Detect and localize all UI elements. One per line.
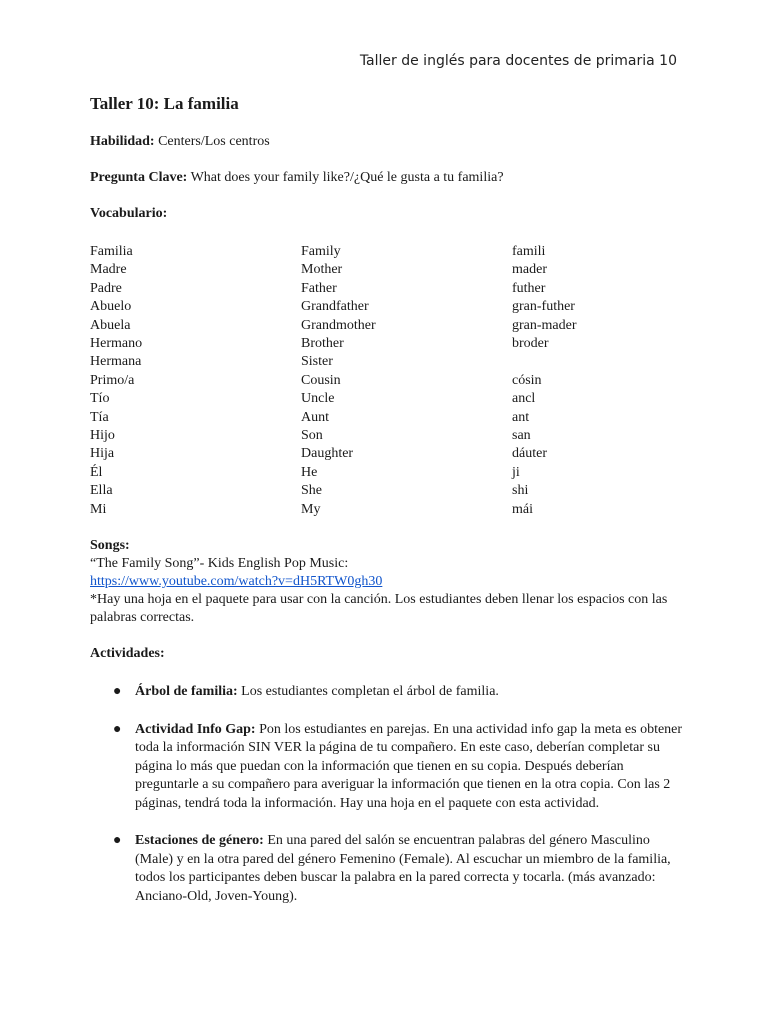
vocab-pronunciation: famili bbox=[512, 244, 546, 259]
song-title: “The Family Song”- Kids English Pop Music: bbox=[90, 556, 349, 572]
vocab-pronunciation: gran-futher bbox=[512, 299, 575, 315]
vocab-english: Sister bbox=[301, 354, 333, 370]
pregunta-label: Pregunta Clave: bbox=[90, 170, 188, 185]
vocabulario-heading bbox=[90, 205, 690, 223]
bullet-icon: ● bbox=[113, 833, 122, 849]
vocab-spanish: Abuelo bbox=[90, 299, 132, 315]
vocab-pronunciation: ancl bbox=[512, 391, 536, 407]
vocab-pronunciation: ji bbox=[512, 464, 520, 480]
vocab-spanish: Él bbox=[90, 464, 103, 480]
vocab-english: Daughter bbox=[301, 446, 354, 462]
list-item bbox=[90, 683, 690, 702]
vocab-spanish: Familia bbox=[90, 244, 133, 259]
list-item bbox=[90, 832, 690, 906]
page-header: Taller de inglés para docentes de primaria 10 bbox=[359, 53, 677, 69]
table-row bbox=[90, 243, 690, 261]
vocab-table bbox=[90, 243, 690, 519]
songs-label: Songs: bbox=[90, 538, 130, 554]
pregunta-text: What does your family like?/¿Qué le gusta a tu familia? bbox=[187, 170, 504, 185]
vocab-pronunciation: gran-mader bbox=[512, 317, 577, 333]
vocab-pronunciation: san bbox=[512, 428, 531, 444]
vocab-spanish: Padre bbox=[90, 280, 122, 296]
vocab-pronunciation: dáuter bbox=[512, 446, 547, 462]
activity-label: Estaciones de género: bbox=[135, 833, 264, 849]
table-row bbox=[90, 390, 690, 408]
vocab-english: He bbox=[301, 464, 318, 480]
songs-heading bbox=[90, 537, 690, 555]
vocab-spanish: Hija bbox=[90, 446, 115, 462]
page-title: Taller 10: La familia bbox=[90, 94, 239, 113]
habilidad-label: Habilidad: bbox=[90, 134, 155, 149]
vocab-pronunciation: shi bbox=[512, 483, 529, 499]
vocab-english: Father bbox=[301, 280, 337, 296]
table-row bbox=[90, 372, 690, 390]
actividades-label: Actividades: bbox=[90, 646, 165, 662]
list-item bbox=[90, 721, 690, 814]
vocab-spanish: Primo/a bbox=[90, 372, 135, 388]
vocab-english: Cousin bbox=[301, 372, 341, 388]
vocab-pronunciation: mái bbox=[512, 501, 533, 517]
table-row bbox=[90, 335, 690, 353]
table-row bbox=[90, 464, 690, 482]
vocab-pronunciation: mader bbox=[512, 262, 547, 278]
table-row bbox=[90, 317, 690, 335]
actividades-heading bbox=[90, 645, 690, 663]
actividades-list bbox=[90, 683, 690, 906]
activity-text: Los estudiantes completan el árbol de familia. bbox=[237, 684, 499, 700]
vocab-english: Son bbox=[301, 428, 323, 444]
table-row bbox=[90, 445, 690, 463]
table-row bbox=[90, 501, 690, 519]
vocab-spanish: Hijo bbox=[90, 428, 115, 444]
vocab-english: Grandmother bbox=[301, 317, 376, 333]
bullet-icon: ● bbox=[113, 684, 122, 700]
activity-label: Árbol de familia: bbox=[135, 684, 238, 700]
activity-label: Actividad Info Gap: bbox=[135, 721, 256, 737]
bullet-icon: ● bbox=[113, 721, 122, 737]
vocab-english: Grandfather bbox=[301, 299, 369, 315]
table-row bbox=[90, 482, 690, 500]
table-row bbox=[90, 261, 690, 279]
vocab-english: Family bbox=[301, 244, 341, 259]
vocabulario-label: Vocabulario: bbox=[90, 206, 168, 221]
vocab-english: Aunt bbox=[301, 409, 329, 425]
vocab-spanish: Abuela bbox=[90, 317, 131, 333]
habilidad-line bbox=[90, 133, 690, 151]
pregunta-clave-line bbox=[90, 169, 690, 187]
vocab-english: Mother bbox=[301, 262, 343, 278]
table-row bbox=[90, 280, 690, 298]
table-row bbox=[90, 409, 690, 427]
document-body bbox=[90, 94, 690, 925]
table-row bbox=[90, 427, 690, 445]
vocab-spanish: Tío bbox=[90, 391, 110, 407]
song-link[interactable]: https://www.youtube.com/watch?v=dH5RTW0gh30 bbox=[90, 574, 383, 590]
habilidad-text: Centers/Los centros bbox=[154, 134, 270, 149]
vocab-english: Uncle bbox=[301, 391, 335, 407]
vocab-english: Brother bbox=[301, 336, 344, 352]
vocab-pronunciation: futher bbox=[512, 280, 546, 296]
vocab-pronunciation: cósin bbox=[512, 372, 542, 388]
vocab-spanish: Ella bbox=[90, 483, 113, 499]
table-row bbox=[90, 298, 690, 316]
activity-text: Pon los estudiantes en parejas. En una actividad info gap la meta es obtener toda la información SIN VER la página de tu compañero. En este caso, deberían completar su página lo más que puedan con la información que tienen en su copia. Después deberían preguntarle a su compañero para averiguar la información que tienen en la otra copia. Con las 2 páginas, tendrá toda la información. Hay una hoja en el paquete con esta actividad. bbox=[135, 721, 683, 811]
vocab-spanish: Hermano bbox=[90, 336, 143, 352]
vocab-spanish: Hermana bbox=[90, 354, 142, 370]
vocab-pronunciation: ant bbox=[512, 409, 530, 425]
vocab-english: She bbox=[301, 483, 322, 499]
table-row bbox=[90, 353, 690, 371]
vocab-spanish: Mi bbox=[90, 501, 107, 517]
activity-text: En una pared del salón se encuentran palabras del género Masculino (Male) y en la otra pared del género Femenino (Female). Al escuchar un miembro de la familia, todos los participantes deben buscar la palabra en la pared correcta y tocarla. (más avanzado: Anciano-Old, Joven-Young). bbox=[135, 833, 671, 904]
vocab-pronunciation bbox=[512, 353, 690, 371]
vocab-spanish: Madre bbox=[90, 262, 127, 278]
vocab-spanish: Tía bbox=[90, 409, 109, 425]
vocab-pronunciation: broder bbox=[512, 336, 549, 352]
vocab-english: My bbox=[301, 501, 321, 517]
song-note: *Hay una hoja en el paquete para usar con la canción. Los estudiantes deben llenar los espacios con las palabras correctas. bbox=[90, 592, 668, 626]
